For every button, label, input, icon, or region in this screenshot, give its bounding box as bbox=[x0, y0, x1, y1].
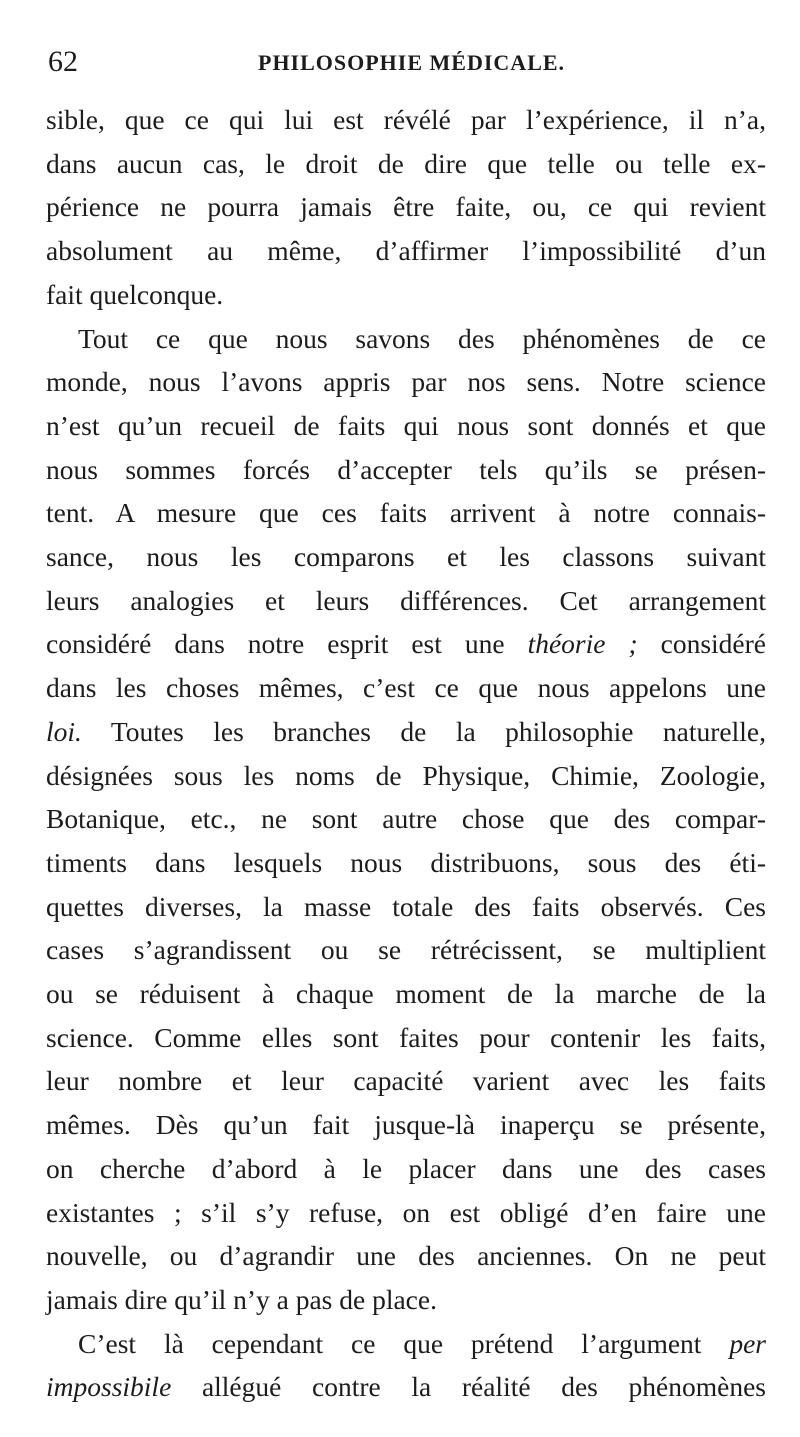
text-line bbox=[46, 1322, 766, 1366]
text-segment: C’est là cependant ce que prétend l’argument bbox=[78, 1327, 730, 1359]
text-line: on cherche d’abord à le placer dans une des cases bbox=[46, 1152, 766, 1184]
text-line: ou se réduisent à chaque moment de la marche de la bbox=[46, 978, 766, 1010]
text-segment: Toutes les branches de la philosophie naturelle, bbox=[81, 715, 766, 747]
text-line: désignées sous les noms de Physique, Chimie, Zoologie, bbox=[46, 759, 766, 791]
paragraph-1 bbox=[46, 98, 766, 317]
text-line: leur nombre et leur capacité varient avec les faits bbox=[46, 1065, 766, 1097]
italic-term: loi. bbox=[46, 715, 82, 747]
italic-term: impossibile bbox=[46, 1371, 172, 1403]
text-line: jamais dire qu’il n’y a pas de place. bbox=[46, 1283, 437, 1315]
text-line: fait quelconque. bbox=[46, 278, 224, 310]
paragraph-2 bbox=[46, 317, 766, 1322]
running-head bbox=[48, 44, 770, 80]
running-title: PHILOSOPHIE MÉDICALE. bbox=[258, 50, 566, 75]
text-line: timents dans lesquels nous distribuons, sous des éti- bbox=[46, 846, 766, 878]
italic-term: per bbox=[729, 1327, 766, 1359]
text-line: n’est qu’un recueil de faits qui nous sont donnés et que bbox=[46, 409, 766, 441]
text-line bbox=[46, 1365, 766, 1409]
text-line: existantes ; s’il s’y refuse, on est obligé d’en faire une bbox=[46, 1196, 766, 1228]
text-line: cases s’agrandissent ou se rétrécissent, se multiplient bbox=[46, 934, 766, 966]
italic-term: théorie ; bbox=[527, 628, 638, 660]
text-segment: allégué contre la réalité des phénomènes bbox=[171, 1371, 766, 1403]
text-line: quettes diverses, la masse totale des faits observés. Ces bbox=[46, 890, 766, 922]
body-text bbox=[46, 98, 766, 1409]
page-number: 62 bbox=[48, 45, 78, 78]
text-line: nouvelle, ou d’agrandir une des anciennes. On ne peut bbox=[46, 1240, 766, 1272]
text-line: dans les choses mêmes, c’est ce que nous appelons une bbox=[46, 672, 766, 704]
text-line: périence ne pourra jamais être faite, ou, ce qui revient bbox=[46, 191, 766, 223]
text-line: dans aucun cas, le droit de dire que telle ou telle ex- bbox=[46, 147, 766, 179]
text-line: mêmes. Dès qu’un fait jusque-là inaperçu se présente, bbox=[46, 1109, 766, 1141]
paragraph-3 bbox=[46, 1322, 766, 1409]
text-line bbox=[46, 622, 766, 666]
text-line bbox=[46, 710, 766, 754]
text-line: monde, nous l’avons appris par nos sens. Notre science bbox=[46, 366, 766, 398]
text-line: science. Comme elles sont faites pour contenir les faits, bbox=[46, 1021, 766, 1053]
text-line: sance, nous les comparons et les classons suivant bbox=[46, 541, 766, 573]
text-line: Botanique, etc., ne sont autre chose que des compar- bbox=[46, 803, 766, 835]
text-line: tent. A mesure que ces faits arrivent à notre connais- bbox=[46, 497, 766, 529]
text-line: leurs analogies et leurs différences. Cet arrangement bbox=[46, 584, 766, 616]
text-segment: considéré dans notre esprit est une bbox=[46, 628, 528, 660]
text-line: nous sommes forcés d’accepter tels qu’ils se présen- bbox=[46, 453, 766, 485]
text-line: sible, que ce qui lui est révélé par l’expérience, il n’a, bbox=[46, 104, 766, 135]
text-segment: considéré bbox=[637, 628, 766, 660]
text-line: absolument au même, d’affirmer l’impossibilité d’un bbox=[46, 235, 766, 267]
text-line: Tout ce que nous savons des phénomènes de ce bbox=[78, 322, 766, 354]
